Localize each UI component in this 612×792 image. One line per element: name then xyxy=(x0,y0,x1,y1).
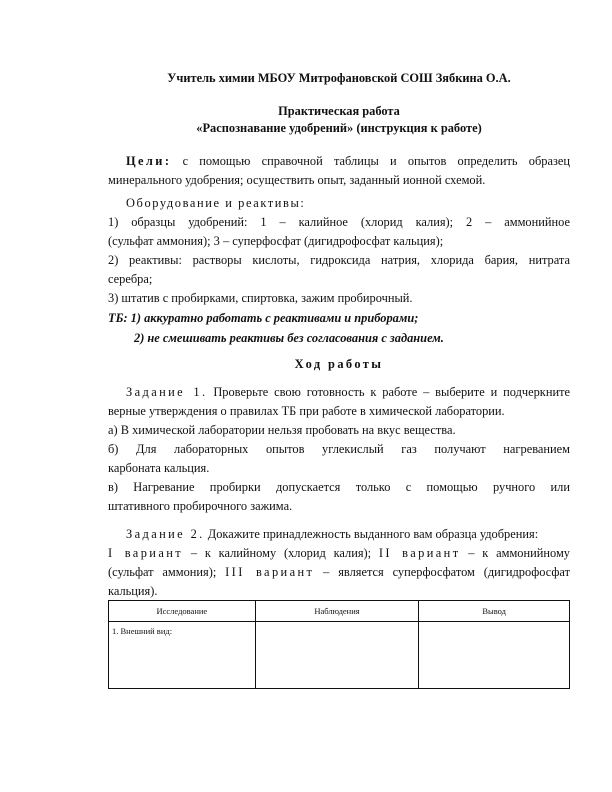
task2-line-2 xyxy=(108,546,570,561)
table-header-row xyxy=(109,601,570,622)
equipment-item-2-line-1: 2) реактивы: растворы кислоты, гидроксида натрия, хлорида бария, нитрата xyxy=(108,253,570,267)
goals-text: с помощью справочной таблицы и опытов определить образец xyxy=(171,154,570,168)
variant-1-text: – к калийному (хлорид калия); xyxy=(183,546,379,560)
task1-option-c-line-1: в) Нагревание пробирки допускается только с помощью ручного или xyxy=(108,480,570,494)
variant-2-label: II вариант xyxy=(378,546,461,560)
work-type: Практическая работа xyxy=(278,104,400,118)
equipment-item-1-line-2: (сульфат аммония); 3 – суперфосфат (дигидрофосфат кальция); xyxy=(108,234,444,248)
variant-1-label: I вариант xyxy=(108,546,184,560)
goals-label: Цели: xyxy=(126,154,172,168)
header-research: Исследование xyxy=(109,601,256,622)
goals-line-1 xyxy=(108,154,570,169)
cell-observations[interactable] xyxy=(255,622,419,689)
task1-option-b-line-1: б) Для лабораторных опытов углекислый газ получают нагреванием xyxy=(108,442,570,456)
cell-conclusion[interactable] xyxy=(419,622,570,689)
cell-conclusion-text xyxy=(419,622,569,630)
header-conclusion: Вывод xyxy=(419,601,570,622)
task2-label: Задание 2. xyxy=(126,527,205,541)
teacher-line: Учитель химии МБОУ Митрофановской СОШ Зябкина О.А. xyxy=(167,71,511,85)
safety-line-1: ТБ: 1) аккуратно работать с реактивами и приборами; xyxy=(108,311,419,325)
equipment-item-3: 3) штатив с пробирками, спиртовка, зажим пробирочный. xyxy=(108,291,413,305)
cell-observations-text xyxy=(256,622,419,630)
cell-research-text: 1. Внешний вид: xyxy=(112,626,173,636)
variant-2-continued: (сульфат аммония); xyxy=(108,565,226,579)
task2-line-1 xyxy=(108,527,570,542)
equipment-item-2-line-2: серебра; xyxy=(108,272,153,286)
variant-3-label: III вариант xyxy=(225,565,315,579)
observation-table xyxy=(108,600,570,689)
header-observations: Наблюдения xyxy=(255,601,419,622)
work-title: «Распознавание удобрений» (инструкция к работе) xyxy=(196,121,482,135)
procedure-heading: Ход работы xyxy=(294,357,384,371)
task1-line-1 xyxy=(108,385,570,400)
variant-2-text: – к аммонийному xyxy=(460,546,570,560)
task1-label: Задание 1. xyxy=(126,385,208,399)
equipment-item-1-line-1: 1) образцы удобрений: 1 – калийное (хлорид калия); 2 – аммонийное xyxy=(108,215,570,229)
task1-line-2: верные утверждения о правилах ТБ при работе в химической лаборатории. xyxy=(108,404,505,418)
task1-option-b-line-2: карбоната кальция. xyxy=(108,461,210,475)
task1-text: Проверьте свою готовность к работе – выберите и подчеркните xyxy=(207,385,571,399)
task1-option-a: а) В химической лаборатории нельзя пробовать на вкус вещества. xyxy=(108,423,456,437)
safety-line-2: 2) не смешивать реактивы без согласования с заданием. xyxy=(134,331,444,345)
task1-option-c-line-2: штативного пробирочного зажима. xyxy=(108,499,293,513)
task2-text: Докажите принадлежность выданного вам образца удобрения: xyxy=(204,527,539,541)
task2-line-4: кальция). xyxy=(108,584,158,598)
task2-line-3 xyxy=(108,565,570,580)
equipment-heading: Оборудование и реактивы: xyxy=(126,196,306,210)
variant-3-text: – является суперфосфатом (дигидрофосфат xyxy=(314,565,571,579)
goals-line-2: минерального удобрения; осуществить опыт, заданный ионной схемой. xyxy=(108,173,486,187)
table-row xyxy=(109,622,570,689)
cell-research[interactable] xyxy=(109,622,256,689)
